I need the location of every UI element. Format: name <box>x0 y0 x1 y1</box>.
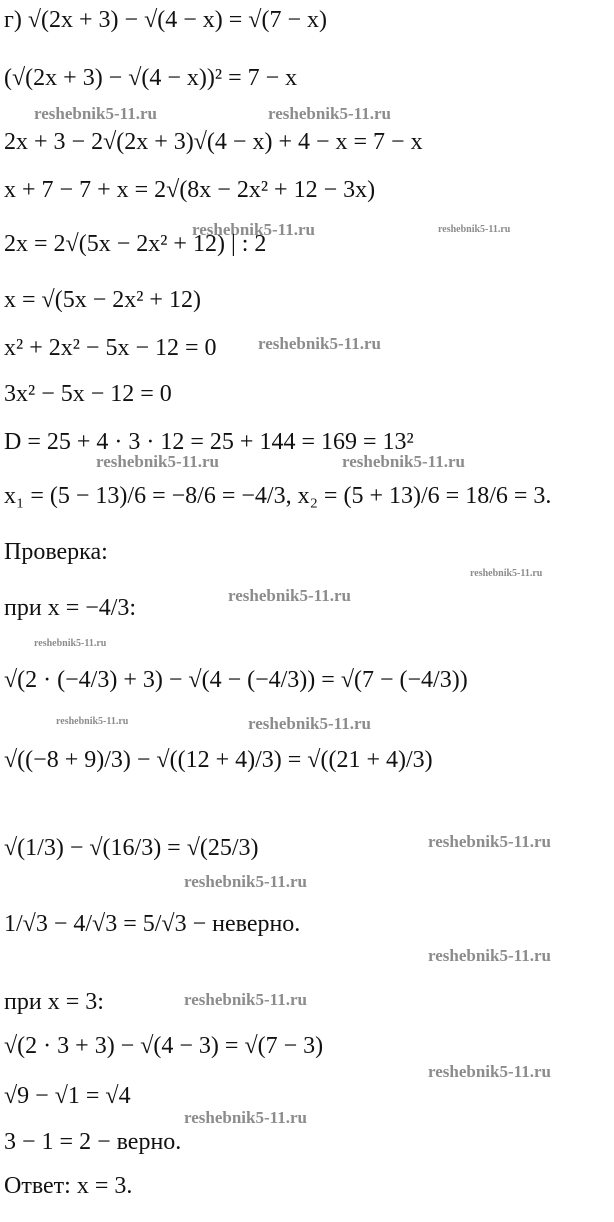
equation-line-5: 2x = 2√(5x − 2x² + 12) | : 2 <box>4 231 267 257</box>
watermark: reshebnik5-11.ru <box>428 832 551 851</box>
check-line-3: √(1/3) − √(16/3) = √(25/3) <box>4 835 259 861</box>
equation-line-7: x² + 2x² − 5x − 12 = 0 <box>4 335 217 361</box>
equation-line-4: x + 7 − 7 + x = 2√(8x − 2x² + 12 − 3x) <box>4 177 376 203</box>
watermark: reshebnik5-11.ru <box>96 452 219 471</box>
watermark: reshebnik5-11.ru <box>258 334 381 353</box>
check-line-5: √(2 · 3 + 3) − √(4 − 3) = √(7 − 3) <box>4 1033 324 1059</box>
watermark: reshebnik5-11.ru <box>438 224 511 235</box>
watermark: reshebnik5-11.ru <box>184 990 307 1009</box>
check-line-1: √(2 · (−4/3) + 3) − √(4 − (−4/3)) = √(7 − (−4/3)) <box>4 667 468 693</box>
check-case-2: при x = 3: <box>4 989 104 1015</box>
watermark: reshebnik5-11.ru <box>56 716 129 727</box>
check-case-1: при x = −4/3: <box>4 595 137 621</box>
check-heading: Проверка: <box>4 539 108 565</box>
watermark: reshebnik5-11.ru <box>428 946 551 965</box>
check-line-4: 1/√3 − 4/√3 = 5/√3 − неверно. <box>4 911 301 937</box>
watermark: reshebnik5-11.ru <box>192 220 315 239</box>
watermark: reshebnik5-11.ru <box>470 568 543 579</box>
watermark: reshebnik5-11.ru <box>34 104 157 123</box>
check-line-7: 3 − 1 = 2 − верно. <box>4 1129 182 1155</box>
watermark: reshebnik5-11.ru <box>184 1108 307 1127</box>
check-line-6: √9 − √1 = √4 <box>4 1083 131 1109</box>
watermark: reshebnik5-11.ru <box>34 638 107 649</box>
equation-line-2: (√(2x + 3) − √(4 − x))² = 7 − x <box>4 65 298 91</box>
watermark: reshebnik5-11.ru <box>248 714 371 733</box>
check-line-2: √((−8 + 9)/3) − √((12 + 4)/3) = √((21 + 4)/3) <box>4 747 433 773</box>
answer-line: Ответ: x = 3. <box>4 1173 133 1199</box>
discriminant-line: D = 25 + 4 · 3 · 12 = 25 + 144 = 169 = 13² <box>4 429 414 455</box>
roots-line: x₁ = (5 − 13)/6 = −8/6 = −4/3, x₂ = (5 + 13)/6 = 18/6 = 3. <box>4 483 552 509</box>
watermark: reshebnik5-11.ru <box>342 452 465 471</box>
watermark: reshebnik5-11.ru <box>268 104 391 123</box>
watermark: reshebnik5-11.ru <box>428 1062 551 1081</box>
equation-line-6: x = √(5x − 2x² + 12) <box>4 287 201 313</box>
watermark: reshebnik5-11.ru <box>184 872 307 891</box>
equation-line-3: 2x + 3 − 2√(2x + 3)√(4 − x) + 4 − x = 7 − x <box>4 129 423 155</box>
watermark: reshebnik5-11.ru <box>228 586 351 605</box>
equation-line-8: 3x² − 5x − 12 = 0 <box>4 381 172 407</box>
equation-line-1: г) √(2x + 3) − √(4 − x) = √(7 − x) <box>4 7 327 33</box>
